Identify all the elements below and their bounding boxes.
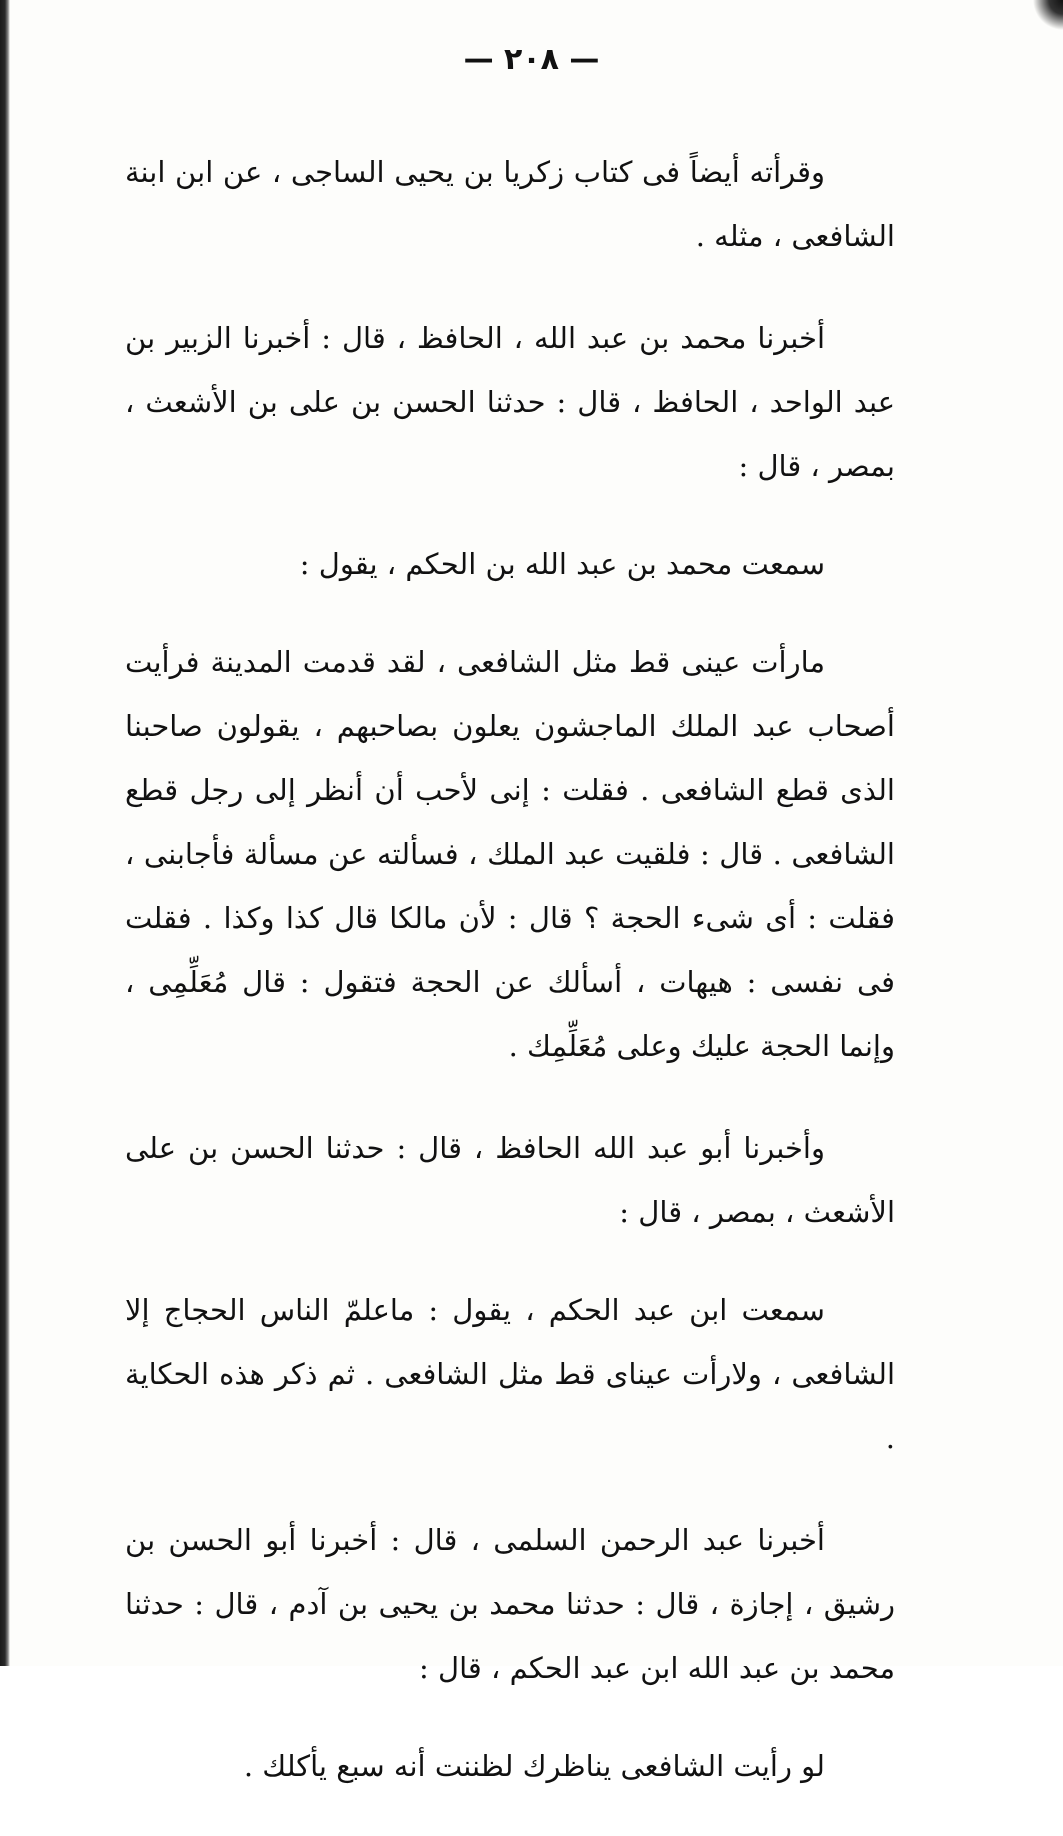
paragraph-2: أخبرنا محمد بن عبد الله ، الحافظ ، قال : أخبرنا الزبير بن عبد الواحد ، الحافظ ، قال : حدثنا الحسن بن على بن الأشعث ، بمصر ، قال :	[125, 321, 895, 483]
paragraph-4: مارأت عينى قط مثل الشافعى ، لقد قدمت المدينة فرأيت أصحاب عبد الملك الماجشون يعلون بصاحبهم ، يقولون صاحبنا الذى قطع الشافعى . فقلت : إنى لأحب أن أنظر إلى رجل قطع الشافعى . قال : فلقيت عبد الملك ، فسألته عن مسألة فأجابنى ، فقلت : أى شىء الحجة ؟ قال : لأن مالكا قال كذا وكذا . فقلت فى نفسى : هيهات ، أسألك عن الحجة فتقول : قال مُعَلِّمِى ، وإنما الحجة عليك وعلى مُعَلِّمِك .	[125, 645, 895, 1063]
paragraph-6: سمعت ابن عبد الحكم ، يقول : ماعلمّ الناس الحجاج إلا الشافعى ، ولارأت عيناى قط مثل الشافعى . ثم ذكر هذه الحكاية .	[125, 1293, 895, 1455]
paragraph-7: أخبرنا عبد الرحمن السلمى ، قال : أخبرنا أبو الحسن بن رشيق ، إجازة ، قال : حدثنا محمد بن يحيى بن آدم ، قال : حدثنا محمد بن عبد الله ابن عبد الحكم ، قال :	[125, 1523, 895, 1685]
paragraph-1: وقرأته أيضاً فى كتاب زكريا بن يحيى الساجى ، عن ابن ابنة الشافعى ، مثله .	[125, 155, 895, 253]
scan-corner-mark	[1025, 0, 1063, 40]
paragraph-8: لو رأيت الشافعى يناظرك لظننت أنه سبع يأكلك .	[243, 1749, 825, 1783]
paragraph-5: وأخبرنا أبو عبد الله الحافظ ، قال : حدثنا الحسن بن على الأشعث ، بمصر ، قال :	[125, 1131, 895, 1229]
page-number: — ٢٠٨ —	[463, 42, 600, 77]
paragraph-3: سمعت محمد بن عبد الله بن الحكم ، يقول :	[299, 547, 825, 581]
page-binding-edge	[0, 0, 10, 1666]
page-body	[125, 140, 895, 1836]
